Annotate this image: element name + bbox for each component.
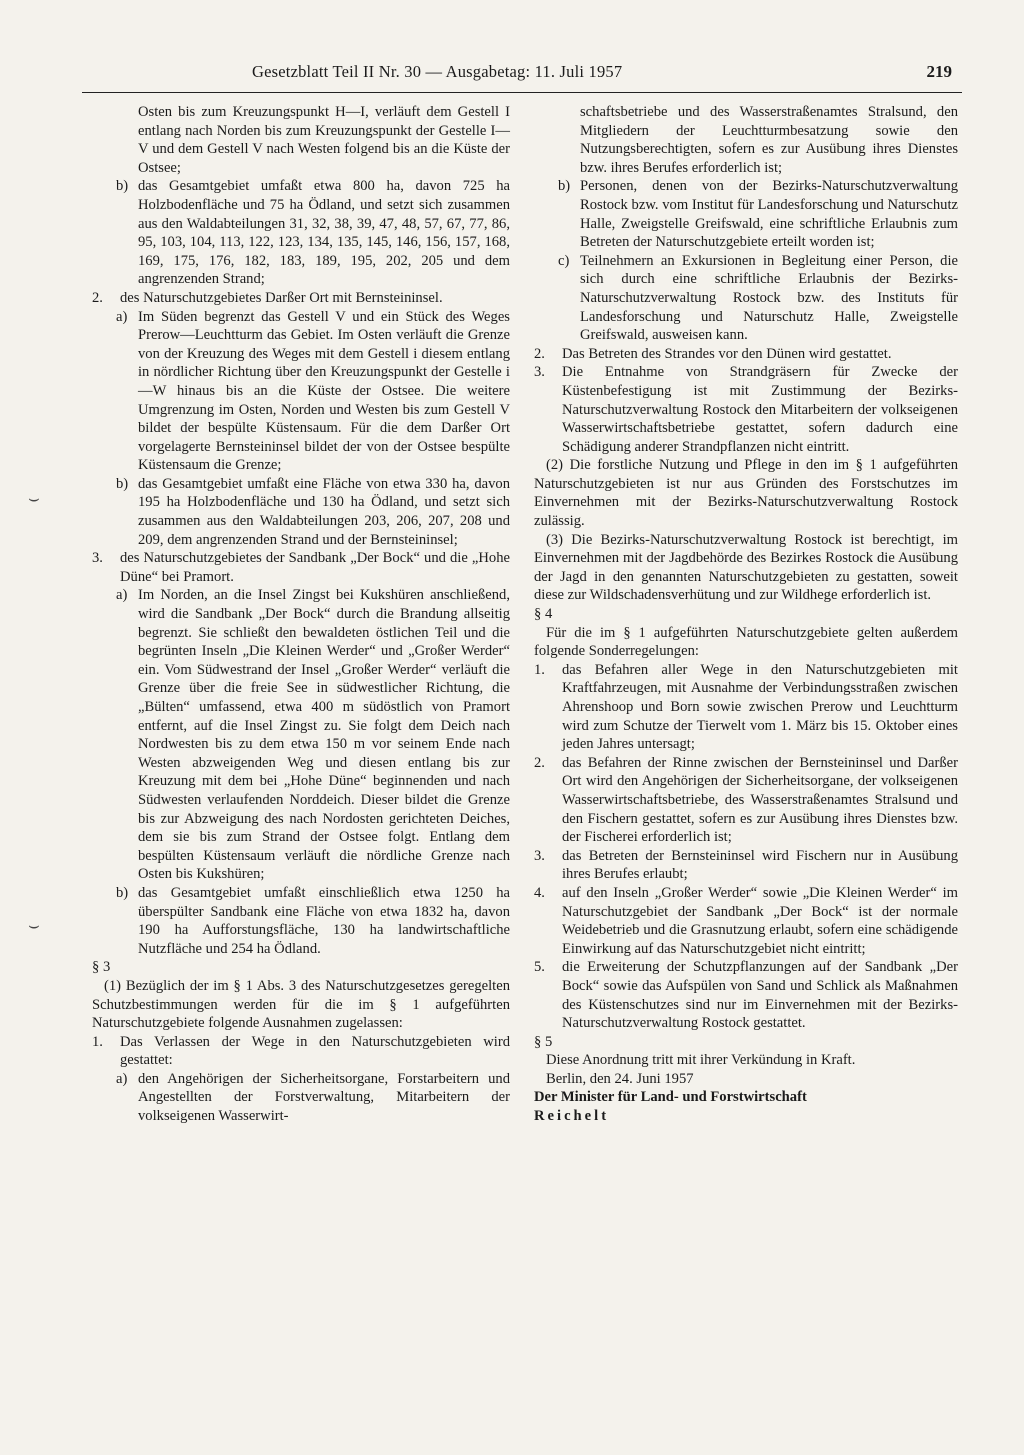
list-item [534,847,958,884]
list-item [534,884,958,958]
item-number: 2. [534,754,545,771]
paragraph: Personen, denen von der Bezirks-Naturschutzverwaltung Rostock bzw. vom Institut für Landesforschung und Naturschutz Halle, Zweigstelle Greifswald, eine schriftliche Erlaubnis zum Betreten der Naturschutzgebiete erteilt worden ist; [580,178,958,251]
item-number: 1. [92,1033,103,1050]
right-column [534,103,958,1126]
list-item [558,103,958,177]
list-item [116,586,510,884]
paragraph: Für die im § 1 aufgeführten Naturschutzgebiete gelten außerdem folgende Sonderregelungen: [534,624,958,660]
paragraph: Das Betreten des Strandes vor den Dünen wird gestattet. [562,345,892,362]
paragraph: das Betreten der Bernsteininsel wird Fischern nur in Ausübung ihres Berufes erlaubt; [562,847,958,883]
paragraph: (2) Die forstliche Nutzung und Pflege in den im § 1 aufgeführten Naturschutzgebieten ist nur aus Gründen des Forstschutzes im Einvernehmen mit der Bezirks-Naturschutzverwaltung Rostock zulässig. [534,457,958,530]
item-number: 4. [534,884,545,901]
item-label: a) [116,587,128,604]
list-item [558,177,958,251]
paragraph: den Angehörigen der Sicherheitsorgane, Forstarbeitern und Angestellten der Forstverwaltung, Mitarbeitern der volkseigenen Wasserwirt- [138,1070,510,1125]
paragraph: Die Entnahme von Strandgräsern für Zwecke der Küstenbefestigung ist mit Zustimmung der Bezirks-Naturschutzverwaltung Rostock den Mitarbeitern der volkseigenen Wasserwirtschaftsbetriebe gestattet, sofern dadurch eine Schädigung anderer Strandpflanzen nicht eintritt. [562,364,958,455]
paragraph: das Befahren aller Wege in den Naturschutzgebieten mit Kraftfahrzeugen, mit Ausnahme der Verbindungsstraßen zwischen Ahrenshoop und Born sowie zwischen Prerow und Leuchtturm wird zum Schutze der Tierwelt vom 1. März bis 15. Oktober eines jeden Jahres untersagt; [562,661,958,753]
paragraph: Das Verlassen der Wege in den Naturschutzgebieten wird gestattet: [120,1033,510,1069]
list-item [534,363,958,456]
header-title: Gesetzblatt Teil II Nr. 30 — Ausgabetag: 11. Juli 1957 [252,62,623,81]
item-label: b) [558,178,571,195]
list-item [116,884,510,958]
list-item [534,754,958,847]
signature-date: Berlin, den 24. Juni 1957 [546,1070,694,1087]
item-number: 3. [92,550,103,567]
item-number: 5. [534,959,545,976]
paragraph: das Gesamtgebiet umfaßt einschließlich etwa 1250 ha überspülter Sandbank eine Fläche von etwa 1832 ha, davon 190 ha Aufforstungsfläche, 130 ha landwirtschaftliche Nutzfläche und 254 ha Ödland. [138,884,510,957]
section-heading: § 5 [534,1033,553,1050]
paragraph: (3) Die Bezirks-Naturschutzverwaltung Rostock ist berechtigt, im Einvernehmen mit der Jagdbehörde des Bezirkes Rostock die Ausübung der Jagd in den genannten Naturschutzgebieten zu gestatten, soweit diese zur Wildschadensverhütung und zur Wildhege erforderlich ist. [534,531,958,604]
list-item [534,958,958,1032]
item-label: a) [116,1070,128,1087]
item-label: b) [116,178,129,195]
list-item [92,549,510,586]
item-number: 2. [92,289,103,306]
item-label: b) [116,475,129,492]
paragraph: die Erweiterung der Schutzpflanzungen auf der Sandbank „Der Bock“ sowie das Aufspülen von Sand und Schlick als Maßnahmen des Küstenschutzes sind nur im Einvernehmen mit der Bezirks-Naturschutzverwaltung Rostock gestattet. [562,959,958,1032]
list-item [534,345,958,364]
page-number: 219 [926,62,952,81]
paragraph: des Naturschutzgebietes Darßer Ort mit Bernsteininsel. [120,289,443,306]
signatory-name: Reichelt [534,1108,610,1125]
paragraph: des Naturschutzgebietes der Sandbank „Der Bock“ und die „Hohe Düne“ bei Pramort. [120,550,510,585]
list-item [116,1070,510,1126]
paragraph: Im Süden begrenzt das Gestell V und ein Stück des Weges Prerow—Leuchtturm das Gebiet. Im Osten verläuft die Grenze von der Kreuzung des Weges mit dem Gestell i diesem entlang in nördlicher Richtung über den Kreuzungspunkt der Gestelle i—W hinaus bis an die Küste der Ostsee. Die weitere Umgrenzung im Osten, Norden und Westen bis zum Gestell V bildet der bespülte Küstensaum. Für die dem Darßer Ort vorgelagerte Bernsteininsel bildet der von der Ostsee bespülte Küstensaum die Grenze; [138,308,510,474]
paragraph: Im Norden, an die Insel Zingst bei Kukshüren anschließend, wird die Sandbank „Der Bock“ durch die Brandung allseitig begrenzt. Sie schließt den bewaldeten östlichen Teil und die begrünten Inseln „Die Kleinen Werder“ und „Großer Werder“ ein. Vom Südwestrand der Insel „Großer Werder“ verläuft die Grenze über die freie See in südwestlicher Richtung, die „Bülten“ umfassend, etwa 400 m südöstlich von Pramort entfernt, auf die Insel Zingst zu. Sie folgt dem Deich nach Nordwesten bis zu dem etwa 150 m vor seinem Ende nach Westen abzweigenden Weg und diesen entlang bis zur Kreuzung mit dem bei „Hohe Düne“ beginnenden und nach Südwesten verlaufenden Norddeich. Dieser bildet die Grenze bis zur Abzweigung des nach Nordosten gerichteten Deiches, dem sie bis zum Strand der Ostsee folgt. Entlang dem bespülten Küstensaum verläuft die nördliche Grenze nach Osten bis Kukshüren; [138,587,510,883]
list-item [116,475,510,549]
paragraph: auf den Inseln „Großer Werder“ sowie „Die Kleinen Werder“ im Naturschutzgebiet der Sandbank „Der Bock“ ist der normale Weidebetrieb und die Grasnutzung erlaubt, sofern eine schädigende Einwirkung auf das Naturschutzgebiet nicht eintritt; [562,884,958,957]
list-item [92,289,510,308]
paragraph: das Gesamtgebiet umfaßt eine Fläche von etwa 330 ha, davon 195 ha Holzbodenfläche und 130 ha Ödland, und setzt sich zusammen aus den Waldabteilungen 203, 206, 207, 208 und 209, dem angrenzenden Strand und der Bernsteininsel; [138,475,510,548]
item-number: 1. [534,661,545,678]
list-item [116,103,510,177]
paragraph: Diese Anordnung tritt mit ihrer Verkündung in Kraft. [546,1052,856,1069]
margin-mark: ⌣ [28,488,40,508]
item-number: 2. [534,345,545,362]
signatory-office: Der Minister für Land- und Forstwirtschaft [534,1089,807,1106]
list-item [558,252,958,345]
item-label: a) [116,308,128,325]
list-item [116,308,510,475]
paragraph: (1) Bezüglich der im § 1 Abs. 3 des Naturschutzgesetzes geregelten Schutzbestimmungen werden für die im § 1 aufgeführten Naturschutzgebiete folgende Ausnahmen zugelassen: [92,977,510,1032]
list-item [534,661,958,754]
item-label: c) [558,252,570,269]
margin-mark: ⌣ [28,915,40,935]
paragraph: schaftsbetriebe und des Wasserstraßenamtes Stralsund, den Mitgliedern der Leuchtturmbesatzung sowie den Nutzungsberechtigten, sofern es zur Ausübung ihres Dienstes bzw. ihres Berufes erforderlich ist; [580,104,958,176]
section-heading: § 3 [92,959,111,976]
paragraph: das Gesamtgebiet umfaßt etwa 800 ha, davon 725 ha Holzbodenfläche und 75 ha Ödland, und setzt sich zusammen aus den Waldabteilungen 31, 32, 38, 39, 47, 48, 57, 67, 77, 86, 95, 103, 104, 113, 122, 123, 134, 135, 145, 146, 156, 157, 168, 169, 175, 176, 182, 183, 189, 195, 202, 205 und dem angrenzenden Strand; [138,178,510,288]
paragraph: das Befahren der Rinne zwischen der Bernsteininsel und Darßer Ort wird den Angehörigen der Sicherheitsorgane, der volkseigenen Wasserwirtschaftsbetriebe, des Wasserstraßenamtes Stralsund und den Fischern gestattet, sofern es zur Ausübung ihres Dienstes bzw. der Fischerei erforderlich ist; [562,754,958,846]
item-number: 3. [534,847,545,864]
paragraph: Osten bis zum Kreuzungspunkt H—I, verläuft dem Gestell I entlang nach Norden bis zum Kreuzungspunkt der Gestelle I—V und dem Gestell V nach Westen folgend bis an die Küste der Ostsee; [138,104,510,176]
left-column [92,103,510,1126]
page-header [82,62,962,93]
section-heading: § 4 [534,606,553,623]
paragraph: Teilnehmern an Exkursionen in Begleitung einer Person, die sich durch eine schriftliche Erlaubnis der Bezirks-Naturschutzverwaltung Rostock bzw. des Instituts für Landesforschung und Naturschutz Halle, Zweigstelle Greifswald, ausweisen kann. [580,252,958,344]
item-number: 3. [534,364,545,381]
list-item [116,177,510,289]
list-item [92,1033,510,1070]
item-label: b) [116,884,129,901]
